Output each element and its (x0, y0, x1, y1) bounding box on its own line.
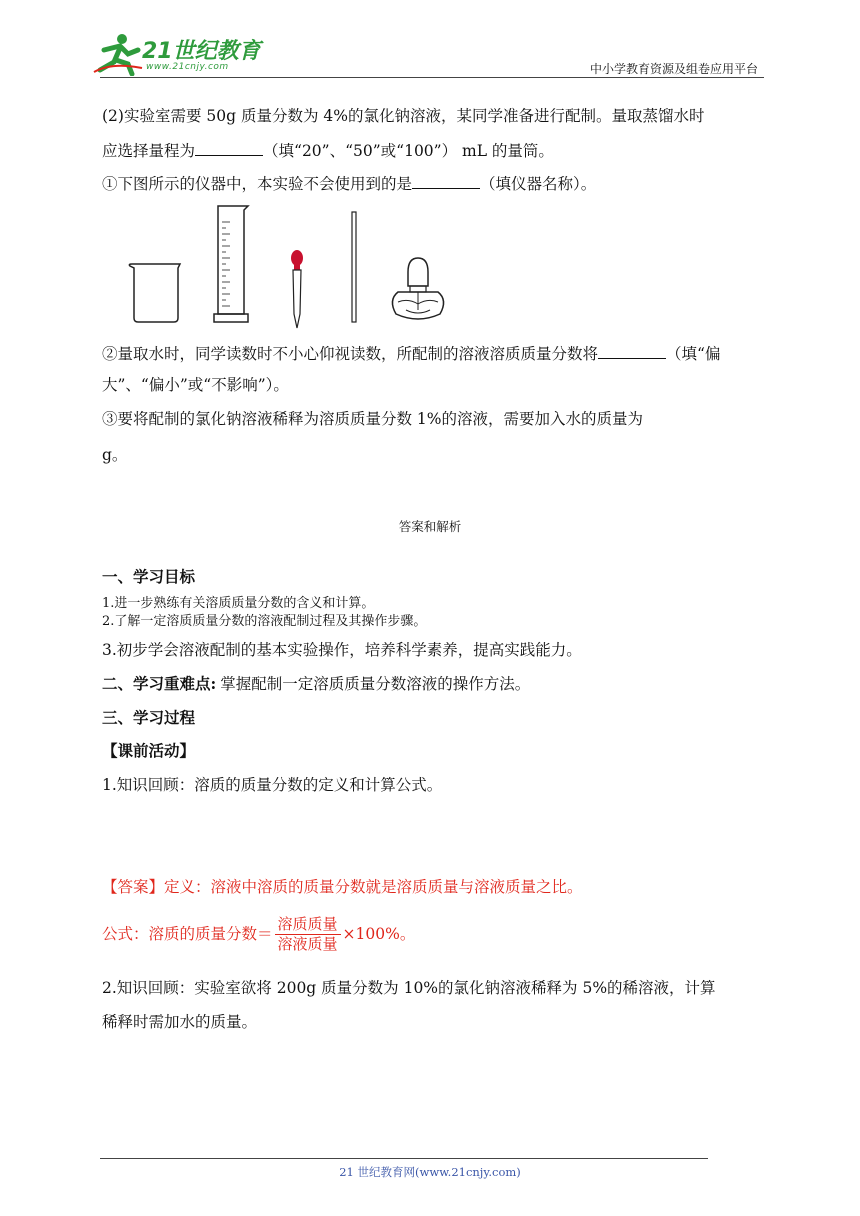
process-item-2-line-2: 稀释时需加水的质量。 (102, 1013, 258, 1031)
dropper-icon (291, 250, 303, 328)
goal-item-1: 1.进一步熟练有关溶质质量分数的含义和计算。 (102, 596, 375, 611)
fraction-denominator: 溶液质量 (277, 934, 338, 953)
question-line-7: g。 (102, 446, 128, 464)
answer-blank (412, 172, 480, 189)
header-divider (100, 77, 764, 78)
beaker-icon (129, 264, 180, 322)
question-line-1: (2)实验室需要 50g 质量分数为 4%的氯化钠溶液，某同学准备进行配制。量取蒸馏水时 (102, 107, 705, 125)
goal-item-2: 2.了解一定溶质质量分数的溶液配制过程及其操作步骤。 (102, 614, 427, 629)
process-item-1: 1.知识回顾：溶质的质量分数的定义和计算公式。 (102, 776, 443, 794)
answer-label: 【答案】 (102, 878, 165, 896)
question-line-4: ②量取水时，同学读数时不小心仰视读数，所配制的溶液溶质质量分数将 （填“偏 (102, 342, 720, 364)
logo-url: www.21cnjy.com (146, 62, 229, 72)
subheading-pre-class: 【课前活动】 (102, 741, 196, 760)
answer-title: 答案和解析 (398, 519, 462, 534)
glass-rod-icon (352, 212, 356, 322)
fraction-numerator: 溶质质量 (275, 915, 341, 935)
question-line-2: 应选择量程为 （填“20”、“50”或“100”） mL 的量筒。 (102, 139, 554, 161)
answer-blank (195, 139, 263, 156)
section-key-points: 二、学习重难点: 掌握配制一定溶质质量分数溶液的操作方法。 (102, 674, 531, 693)
answer-definition: 【答案】定义：溶液中溶质的质量分数就是溶质质量与溶液质量之比。 (102, 878, 583, 896)
answer-formula: 公式：溶质的质量分数＝ $\frac{\text{溶质质量}}{\text{溶液质量}}$ ×100%。 (102, 914, 416, 953)
section-heading-process: 三、学习过程 (102, 708, 196, 727)
footer-link[interactable]: 21 世纪教育网(www.21cnjy.com) (339, 1165, 521, 1179)
graduated-cylinder-icon (214, 206, 248, 322)
answer-blank (598, 342, 666, 359)
apparatus-figure (126, 202, 466, 332)
process-item-2-line-1: 2.知识回顾：实验室欲将 200g 质量分数为 10%的氯化钠溶液稀释为 5%的稀溶液，计算 (102, 979, 716, 997)
alcohol-lamp-icon (392, 258, 443, 319)
section-heading-goals: 一、学习目标 (102, 567, 196, 586)
header-logo (92, 30, 272, 78)
question-line-5: 大”、“偏小”或“不影响”）。 (102, 376, 289, 394)
logo-text: 21世纪教育 (142, 39, 261, 64)
footer-divider (100, 1158, 708, 1159)
header-platform-text: 中小学教育资源及组卷应用平台 (589, 62, 758, 76)
question-line-6: ③要将配制的氯化钠溶液稀释为溶质质量分数 1%的溶液，需要加入水的质量为 (102, 410, 644, 428)
goal-item-3: 3.初步学会溶液配制的基本实验操作，培养科学素养，提高实践能力。 (102, 641, 582, 659)
formula-fraction (275, 915, 341, 954)
runner-logo-icon (92, 32, 144, 76)
question-line-3: ①下图所示的仪器中，本实验不会使用到的是 （填仪器名称）。 (102, 172, 596, 194)
